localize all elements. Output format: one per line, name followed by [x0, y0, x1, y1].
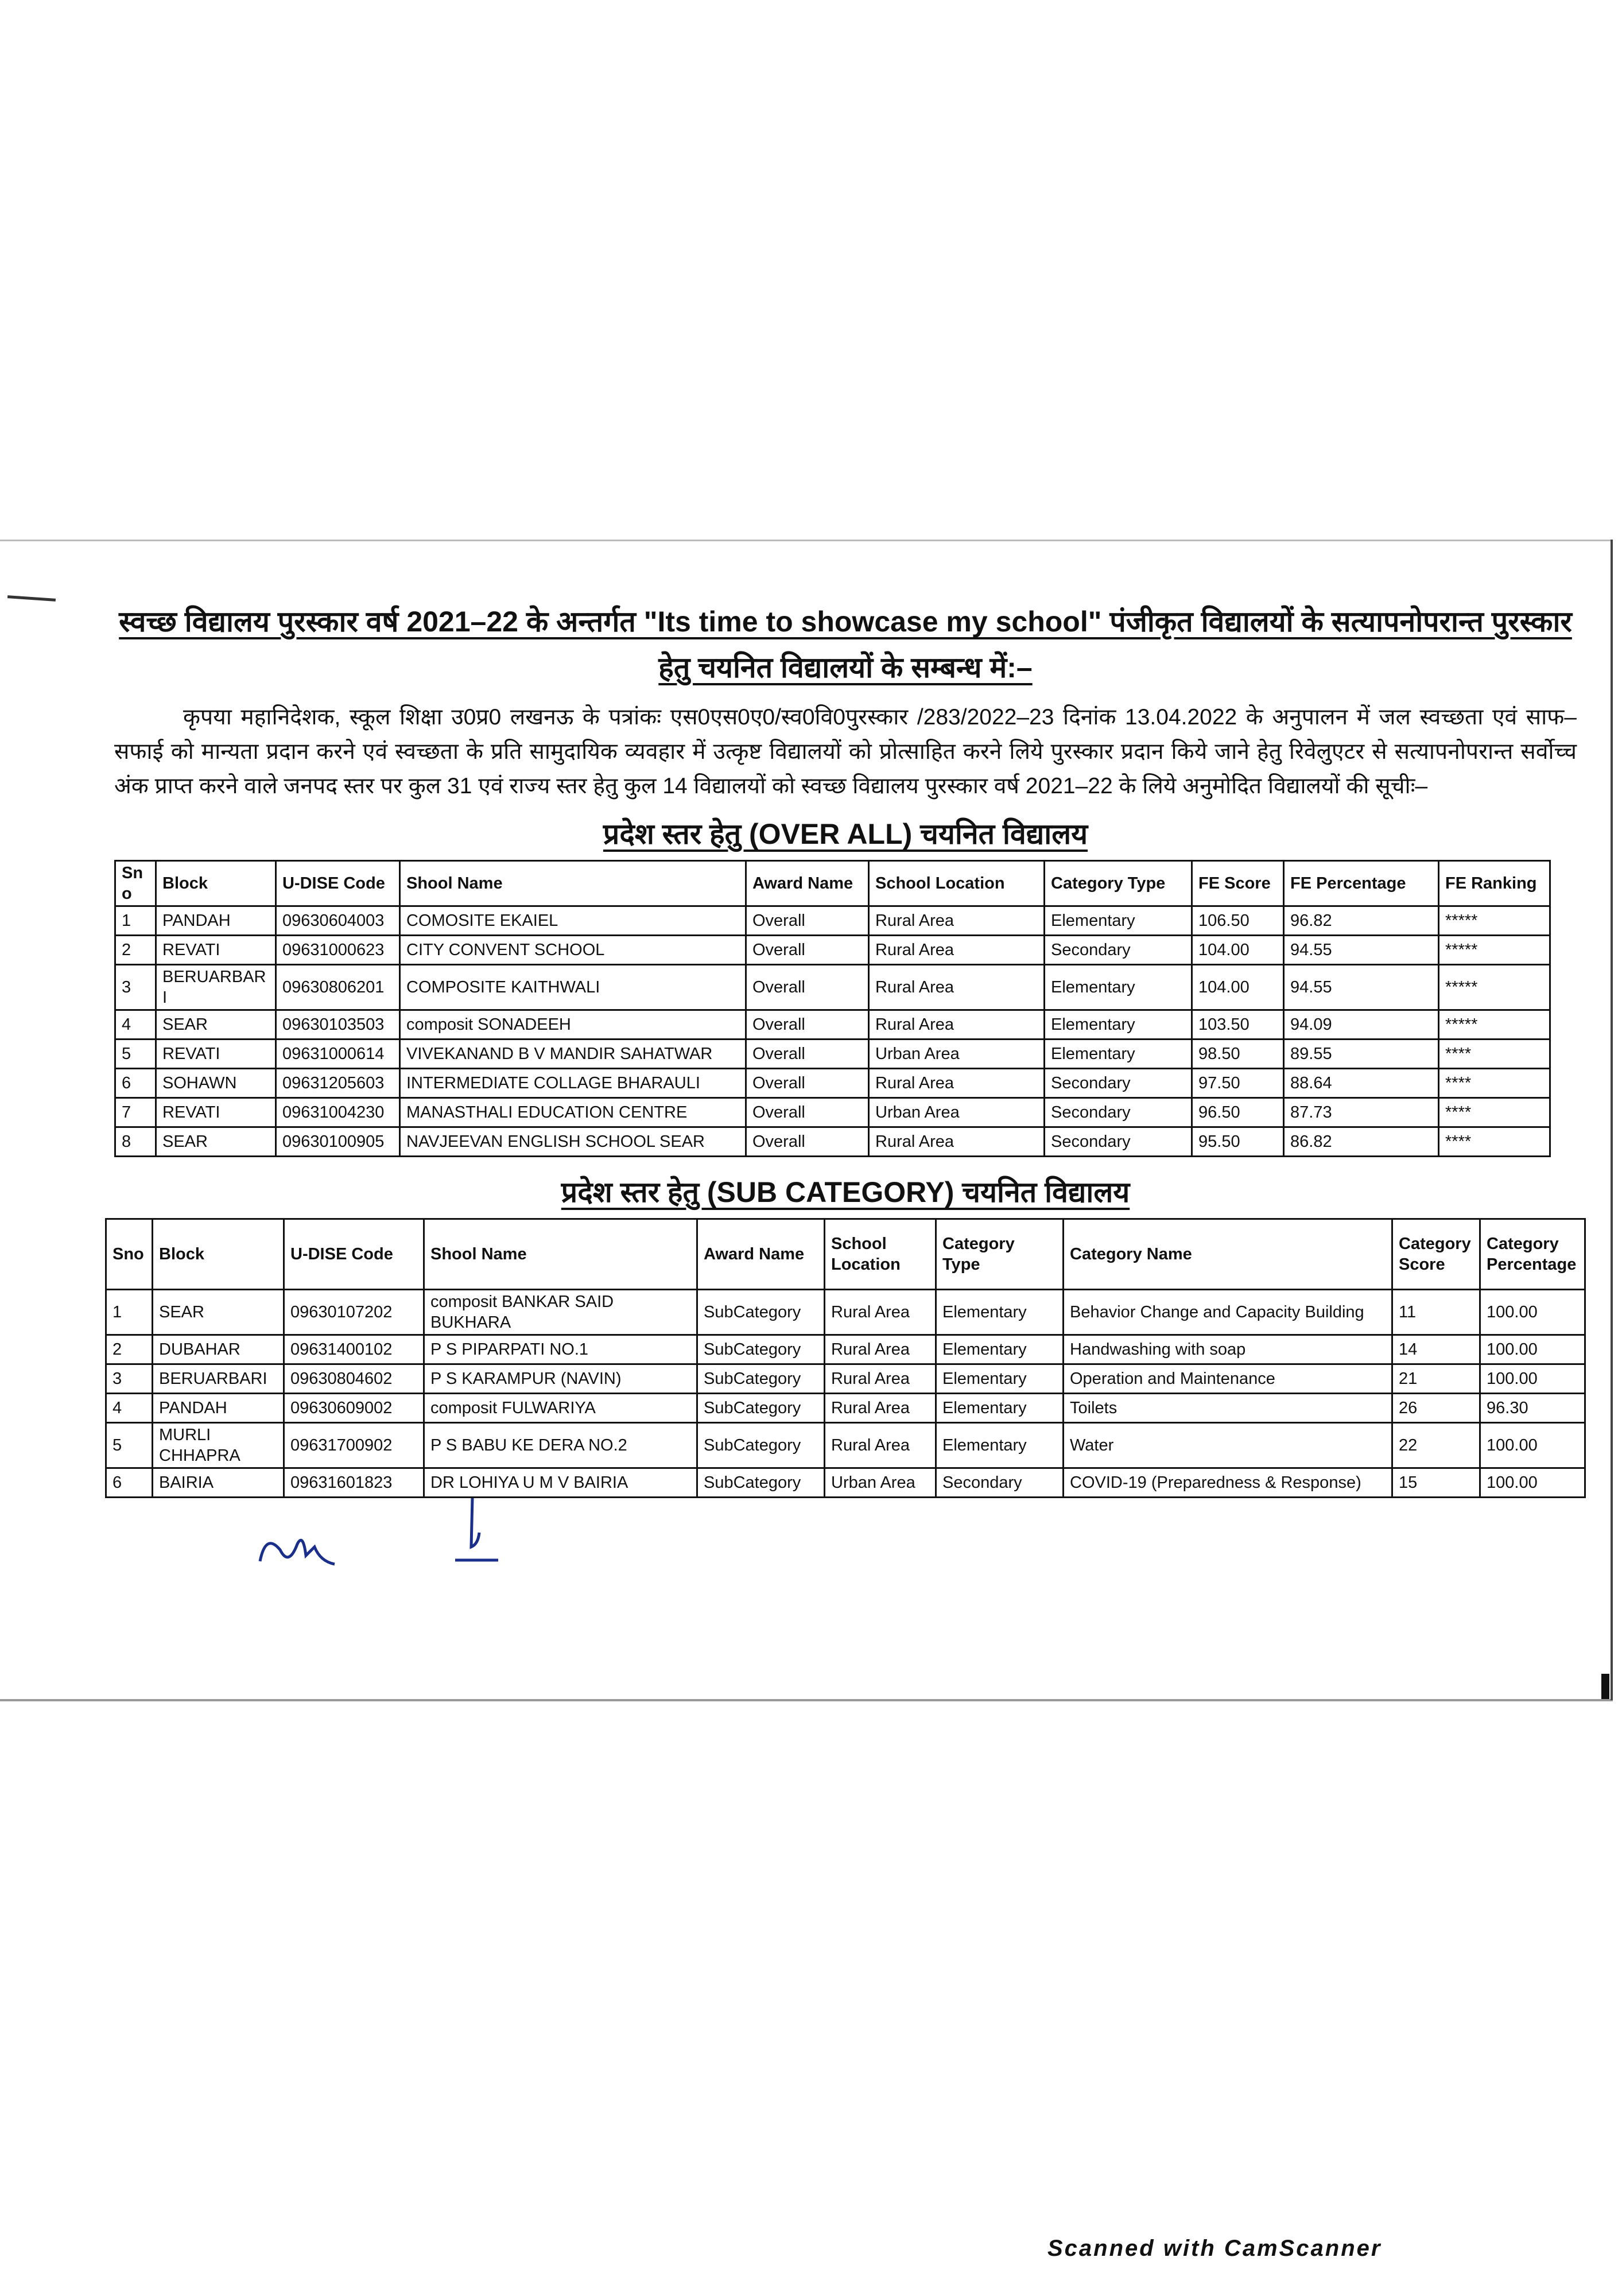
column-header: Category Type: [1045, 861, 1192, 906]
table-cell: Secondary: [1045, 1069, 1192, 1098]
table-cell: Overall: [746, 1098, 869, 1127]
table-cell: P S PIPARPATI NO.1: [424, 1335, 697, 1364]
table-cell: Rural Area: [825, 1290, 936, 1335]
table-row: [106, 1423, 1585, 1468]
table-cell: 1: [115, 906, 156, 936]
table-cell: Elementary: [1045, 965, 1192, 1010]
table-cell: *****: [1439, 965, 1550, 1010]
table-cell: Elementary: [936, 1335, 1064, 1364]
table-cell: REVATI: [156, 936, 276, 965]
table-row: [106, 1335, 1585, 1364]
table-cell: Elementary: [936, 1423, 1064, 1468]
table-cell: 2: [106, 1335, 153, 1364]
table-cell: Overall: [746, 1010, 869, 1040]
table-cell: NAVJEEVAN ENGLISH SCHOOL SEAR: [400, 1127, 746, 1157]
column-header: U-DISE Code: [284, 1219, 424, 1290]
table-cell: 09631004230: [276, 1098, 400, 1127]
scan-edge-right: [1611, 540, 1613, 1700]
column-header: Sno: [106, 1219, 153, 1290]
table-cell: 100.00: [1480, 1423, 1585, 1468]
table-cell: composit BANKAR SAID BUKHARA: [424, 1290, 697, 1335]
table-cell: Overall: [746, 1040, 869, 1069]
table-cell: *****: [1439, 906, 1550, 936]
table-cell: 09631601823: [284, 1468, 424, 1498]
table-row: [115, 1098, 1550, 1127]
column-header: School Location: [869, 861, 1045, 906]
title-line-1: स्वच्छ विद्यालय पुरस्कार वर्ष 2021–22 के अन्तर्गत "Its time to showcase my school" पंजीकृत विद्यालयों के सत्यापनोपरान्त पुरस्कार: [119, 606, 1572, 638]
table-cell: 1: [106, 1290, 153, 1335]
table-cell: REVATI: [156, 1098, 276, 1127]
table-cell: 104.00: [1192, 965, 1284, 1010]
table-header-row: [106, 1219, 1585, 1290]
table-cell: SOHAWN: [156, 1069, 276, 1098]
column-header: Award Name: [746, 861, 869, 906]
table-cell: Elementary: [1045, 906, 1192, 936]
table-cell: INTERMEDIATE COLLAGE BHARAULI: [400, 1069, 746, 1098]
margin-mark: [7, 595, 56, 602]
table-cell: 95.50: [1192, 1127, 1284, 1157]
table-row: [115, 965, 1550, 1010]
table-cell: DR LOHIYA U M V BAIRIA: [424, 1468, 697, 1498]
table-cell: Water: [1064, 1423, 1392, 1468]
table-cell: ****: [1439, 1098, 1550, 1127]
document-body: [105, 603, 1586, 1590]
table-cell: 09630107202: [284, 1290, 424, 1335]
table-cell: SubCategory: [697, 1335, 825, 1364]
table-cell: 94.55: [1284, 965, 1439, 1010]
scan-edge-top: [0, 540, 1613, 541]
table-cell: 09630806201: [276, 965, 400, 1010]
column-header: Category Score: [1392, 1219, 1480, 1290]
table-cell: 5: [115, 1040, 156, 1069]
table-cell: *****: [1439, 1010, 1550, 1040]
column-header: FE Percentage: [1284, 861, 1439, 906]
table-cell: VIVEKANAND B V MANDIR SAHATWAR: [400, 1040, 746, 1069]
table-cell: 87.73: [1284, 1098, 1439, 1127]
table-cell: Elementary: [1045, 1010, 1192, 1040]
overall-heading-text: प्रदेश स्तर हेतु (OVER ALL) चयनित विद्यालय: [603, 818, 1088, 850]
table-cell: 7: [115, 1098, 156, 1127]
table-row: [115, 1069, 1550, 1098]
document-title: [105, 603, 1586, 641]
camscanner-watermark: Scanned with CamScanner: [1047, 2236, 1382, 2261]
table-cell: PANDAH: [153, 1394, 284, 1423]
table-cell: Overall: [746, 906, 869, 936]
signature-area: [105, 1504, 1586, 1590]
table-cell: Secondary: [1045, 1098, 1192, 1127]
table-cell: 94.55: [1284, 936, 1439, 965]
table-cell: 100.00: [1480, 1468, 1585, 1498]
table-cell: SubCategory: [697, 1290, 825, 1335]
table-cell: composit FULWARIYA: [424, 1394, 697, 1423]
table-cell: ****: [1439, 1127, 1550, 1157]
table-cell: 4: [106, 1394, 153, 1423]
subcategory-heading: [105, 1174, 1586, 1210]
table-cell: composit SONADEEH: [400, 1010, 746, 1040]
table-cell: SubCategory: [697, 1468, 825, 1498]
column-header: Shool Name: [400, 861, 746, 906]
table-cell: 8: [115, 1127, 156, 1157]
table-cell: REVATI: [156, 1040, 276, 1069]
table-cell: Secondary: [1045, 1127, 1192, 1157]
table-cell: 96.30: [1480, 1394, 1585, 1423]
document-subtitle: [105, 649, 1586, 687]
table-row: [106, 1364, 1585, 1394]
table-cell: ****: [1439, 1069, 1550, 1098]
table-cell: 09630100905: [276, 1127, 400, 1157]
table-cell: SubCategory: [697, 1394, 825, 1423]
table-cell: 6: [115, 1069, 156, 1098]
table-cell: SEAR: [156, 1127, 276, 1157]
table-cell: Elementary: [936, 1394, 1064, 1423]
table-cell: 11: [1392, 1290, 1480, 1335]
table-cell: BAIRIA: [153, 1468, 284, 1498]
column-header: Category Percentage: [1480, 1219, 1585, 1290]
table-cell: 106.50: [1192, 906, 1284, 936]
table-header-row: [115, 861, 1550, 906]
table-row: [115, 936, 1550, 965]
table-cell: Overall: [746, 936, 869, 965]
table-cell: Urban Area: [825, 1468, 936, 1498]
table-cell: 09630804602: [284, 1364, 424, 1394]
column-header: FE Ranking: [1439, 861, 1550, 906]
table-cell: Urban Area: [869, 1098, 1045, 1127]
table-cell: Rural Area: [869, 906, 1045, 936]
table-cell: 97.50: [1192, 1069, 1284, 1098]
table-cell: 96.50: [1192, 1098, 1284, 1127]
table-cell: 09630609002: [284, 1394, 424, 1423]
table-cell: Secondary: [1045, 936, 1192, 965]
table-cell: Rural Area: [825, 1394, 936, 1423]
table-cell: MANASTHALI EDUCATION CENTRE: [400, 1098, 746, 1127]
table-cell: 100.00: [1480, 1335, 1585, 1364]
column-header: U-DISE Code: [276, 861, 400, 906]
table-cell: 2: [115, 936, 156, 965]
column-header: Block: [156, 861, 276, 906]
table-cell: 3: [115, 965, 156, 1010]
subcategory-table: [105, 1218, 1586, 1498]
table-cell: 3: [106, 1364, 153, 1394]
table-cell: ****: [1439, 1040, 1550, 1069]
table-cell: 103.50: [1192, 1010, 1284, 1040]
table-cell: 09631000623: [276, 936, 400, 965]
body-paragraph: कृपया महानिदेशक, स्कूल शिक्षा उ0प्र0 लखनऊ के पत्रांकः एस0एस0ए0/स्व0वि0पुरस्कार /283/2022–23 दिनांक 13.04.2022 के अनुपालन में जल स्वच्छता एवं साफ–सफाई को मान्यता प्रदान करने एवं स्वच्छता के प्रति सामुदायिक व्यवहार में उत्कृष्ट विद्यालयों को प्रोत्साहित करने लिये पुरस्कार प्रदान किये जाने हेतु रिवेलुएटर से सत्यापनोपरान्त सर्वोच्च अंक प्राप्त करने वाले जनपद स्तर पर कुल 31 एवं राज्य स्तर हेतु कुल 14 विद्यालयों को स्वच्छ विद्यालय पुरस्कार वर्ष 2021–22 के लिये अनुमोदित विद्यालयों की सूचीः–: [114, 705, 1577, 798]
table-cell: MURLI CHHAPRA: [153, 1423, 284, 1468]
table-cell: 22: [1392, 1423, 1480, 1468]
subcategory-heading-text: प्रदेश स्तर हेतु (SUB CATEGORY) चयनित विद्यालय: [561, 1176, 1130, 1208]
table-cell: Rural Area: [825, 1423, 936, 1468]
table-row: [115, 906, 1550, 936]
table-cell: Operation and Maintenance: [1064, 1364, 1392, 1394]
table-cell: 21: [1392, 1364, 1480, 1394]
table-cell: 4: [115, 1010, 156, 1040]
table-cell: 14: [1392, 1335, 1480, 1364]
table-cell: Urban Area: [869, 1040, 1045, 1069]
scan-edge-bottom: [0, 1699, 1613, 1701]
table-cell: 09631205603: [276, 1069, 400, 1098]
table-cell: Elementary: [936, 1290, 1064, 1335]
column-header: School Location: [825, 1219, 936, 1290]
table-row: [106, 1394, 1585, 1423]
table-cell: 88.64: [1284, 1069, 1439, 1098]
table-cell: BERUARBARI: [156, 965, 276, 1010]
table-cell: SEAR: [156, 1010, 276, 1040]
table-cell: PANDAH: [156, 906, 276, 936]
title-line-2: हेतु चयनित विद्यालयों के सम्बन्ध में:–: [658, 651, 1033, 684]
table-cell: Rural Area: [869, 1127, 1045, 1157]
table-cell: 15: [1392, 1468, 1480, 1498]
table-row: [115, 1010, 1550, 1040]
table-cell: 86.82: [1284, 1127, 1439, 1157]
table-cell: 09631400102: [284, 1335, 424, 1364]
column-header: Shool Name: [424, 1219, 697, 1290]
column-header: Block: [153, 1219, 284, 1290]
table-cell: 26: [1392, 1394, 1480, 1423]
table-cell: *****: [1439, 936, 1550, 965]
table-cell: COVID-19 (Preparedness & Response): [1064, 1468, 1392, 1498]
column-header: Category Name: [1064, 1219, 1392, 1290]
table-cell: 104.00: [1192, 936, 1284, 965]
table-cell: Elementary: [1045, 1040, 1192, 1069]
table-cell: DUBAHAR: [153, 1335, 284, 1364]
table-cell: Rural Area: [825, 1364, 936, 1394]
table-cell: 09630604003: [276, 906, 400, 936]
table-cell: Secondary: [936, 1468, 1064, 1498]
table-cell: Handwashing with soap: [1064, 1335, 1392, 1364]
table-cell: Rural Area: [869, 965, 1045, 1010]
table-cell: Behavior Change and Capacity Building: [1064, 1290, 1392, 1335]
table-cell: P S KARAMPUR (NAVIN): [424, 1364, 697, 1394]
table-cell: COMPOSITE KAITHWALI: [400, 965, 746, 1010]
table-row: [115, 1040, 1550, 1069]
table-cell: Overall: [746, 1127, 869, 1157]
table-cell: CITY CONVENT SCHOOL: [400, 936, 746, 965]
table-cell: 98.50: [1192, 1040, 1284, 1069]
table-cell: Overall: [746, 965, 869, 1010]
table-cell: 94.09: [1284, 1010, 1439, 1040]
table-cell: Elementary: [936, 1364, 1064, 1394]
table-cell: 09631000614: [276, 1040, 400, 1069]
table-cell: 89.55: [1284, 1040, 1439, 1069]
column-header: Sno: [115, 861, 156, 906]
table-cell: 100.00: [1480, 1290, 1585, 1335]
table-cell: Rural Area: [825, 1335, 936, 1364]
overall-heading: [105, 816, 1586, 852]
column-header: Award Name: [697, 1219, 825, 1290]
table-cell: P S BABU KE DERA NO.2: [424, 1423, 697, 1468]
table-cell: BERUARBARI: [153, 1364, 284, 1394]
table-row: [106, 1290, 1585, 1335]
table-cell: SubCategory: [697, 1423, 825, 1468]
scan-edge-mark: [1601, 1674, 1609, 1699]
table-cell: 09630103503: [276, 1010, 400, 1040]
table-cell: Rural Area: [869, 1010, 1045, 1040]
table-row: [106, 1468, 1585, 1498]
table-cell: Rural Area: [869, 936, 1045, 965]
table-cell: 6: [106, 1468, 153, 1498]
signature-2: [444, 1492, 513, 1573]
table-cell: SEAR: [153, 1290, 284, 1335]
column-header: Category Type: [936, 1219, 1064, 1290]
signature-1: [249, 1521, 352, 1584]
table-row: [115, 1127, 1550, 1157]
table-cell: Toilets: [1064, 1394, 1392, 1423]
table-cell: Rural Area: [869, 1069, 1045, 1098]
table-cell: 09631700902: [284, 1423, 424, 1468]
overall-table: [114, 860, 1551, 1157]
table-cell: SubCategory: [697, 1364, 825, 1394]
table-cell: 96.82: [1284, 906, 1439, 936]
table-cell: 5: [106, 1423, 153, 1468]
table-cell: COMOSITE EKAIEL: [400, 906, 746, 936]
table-cell: Overall: [746, 1069, 869, 1098]
table-cell: 100.00: [1480, 1364, 1585, 1394]
column-header: FE Score: [1192, 861, 1284, 906]
